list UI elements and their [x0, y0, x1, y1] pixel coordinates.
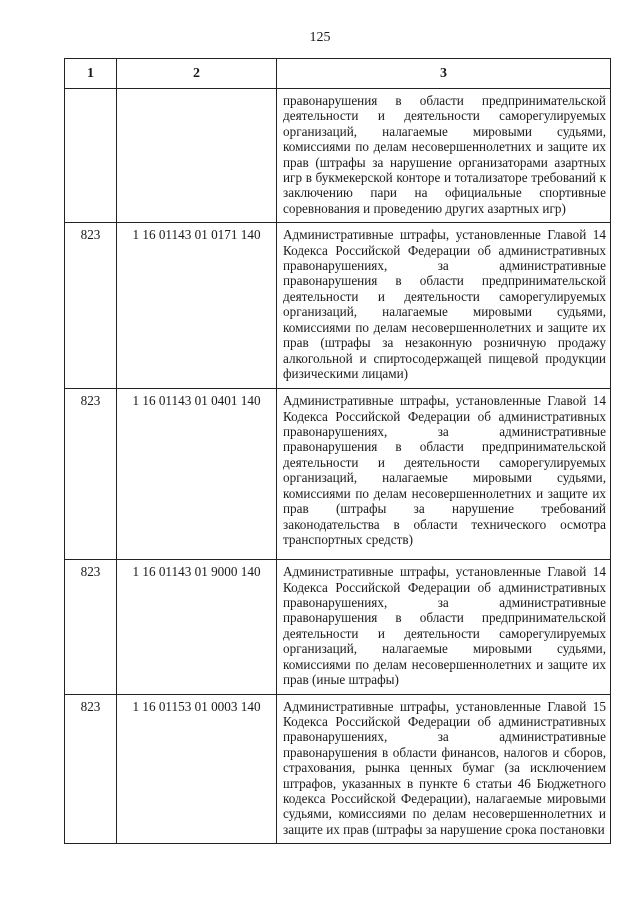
admin-code-cell: 823 — [65, 694, 117, 844]
description-cell: Административные штрафы, установленные Главой 14 Кодекса Российской Федерации об административных правонарушениях, за административные правонарушения в области предпринимательской деятельности и деятельности саморегулируемых организаций, налагаемые мировыми судьями, комиссиями по делам несовершеннолетних и защите их прав (штрафы за нарушение требований законодательства в области технического осмотра транспортных средств) — [277, 389, 611, 560]
table-row — [65, 223, 611, 389]
budget-codes-table — [64, 58, 611, 844]
page-number: 125 — [309, 30, 331, 45]
admin-code-cell: 823 — [65, 223, 117, 389]
admin-code-cell: 823 — [65, 560, 117, 694]
column-header-2: 2 — [117, 59, 277, 89]
kbk-code-cell — [117, 89, 277, 223]
description-cell: правонарушения в области предпринимательской деятельности и деятельности саморегулируемых организаций, налагаемые мировыми судьями, комиссиями по делам несовершеннолетних и защите их прав (штрафы за нарушение организаторами азартных игр в букмекерской конторе и тотализаторе требований к заключению пари на официальные спортивные соревнования и проведению других азартных игр) — [277, 89, 611, 223]
description-cell: Административные штрафы, установленные Главой 15 Кодекса Российской Федерации об административных правонарушениях, за административные правонарушения в области финансов, налогов и сборов, страхования, рынка ценных бумаг (за исключением штрафов, указанных в пункте 6 статьи 46 Бюджетного кодекса Российской Федерации), налагаемые мировыми судьями, комиссиями по делам несовершеннолетних и защите их прав (штрафы за нарушение срока постановки — [277, 694, 611, 844]
description-cell: Административные штрафы, установленные Главой 14 Кодекса Российской Федерации об административных правонарушениях, за административные правонарушения в области предпринимательской деятельности и деятельности саморегулируемых организаций, налагаемые мировыми судьями, комиссиями по делам несовершеннолетних и защите их прав (штрафы за незаконную розничную продажу алкогольной и спиртосодержащей пищевой продукции физическими лицами) — [277, 223, 611, 389]
table-row — [65, 389, 611, 560]
table-row — [65, 560, 611, 694]
table-row — [65, 694, 611, 844]
kbk-code-cell: 1 16 01143 01 0401 140 — [117, 389, 277, 560]
table-row — [65, 89, 611, 223]
kbk-code-cell: 1 16 01143 01 9000 140 — [117, 560, 277, 694]
column-header-3: 3 — [277, 59, 611, 89]
table-header-row — [65, 59, 611, 89]
kbk-code-cell: 1 16 01143 01 0171 140 — [117, 223, 277, 389]
admin-code-cell: 823 — [65, 389, 117, 560]
description-cell: Административные штрафы, установленные Главой 14 Кодекса Российской Федерации об административных правонарушениях, за административные правонарушения в области предпринимательской деятельности и деятельности саморегулируемых организаций, налагаемые мировыми судьями, комиссиями по делам несовершеннолетних и защите их прав (иные штрафы) — [277, 560, 611, 694]
column-header-1: 1 — [65, 59, 117, 89]
kbk-code-cell: 1 16 01153 01 0003 140 — [117, 694, 277, 844]
admin-code-cell — [65, 89, 117, 223]
